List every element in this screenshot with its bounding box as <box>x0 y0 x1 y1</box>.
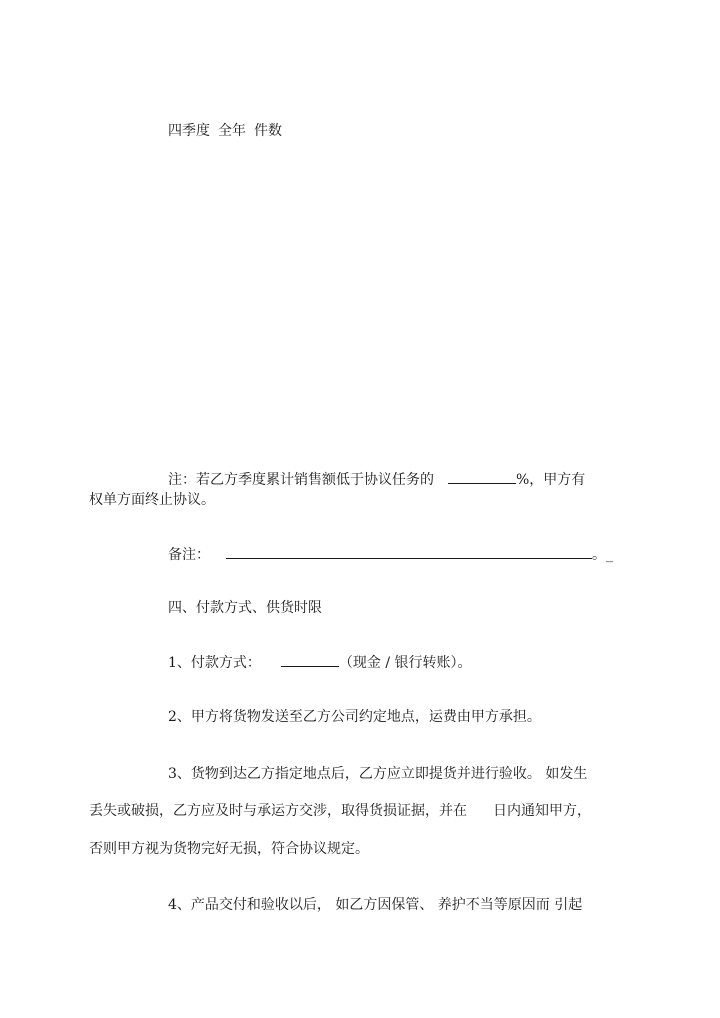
header-full-year: 全年 <box>218 123 246 139</box>
item-3-line-1 <box>168 764 587 784</box>
note-prefix: 注：若乙方季度累计销售额低于协议任务的 <box>168 472 434 488</box>
payment-method-blank <box>281 652 339 667</box>
header-quarter: 四季度 <box>168 123 210 139</box>
header-count: 件数 <box>254 123 282 139</box>
item-1-options: （现金 / 银行转账）。 <box>338 655 472 671</box>
item-1-label: 1、付款方式： <box>168 655 261 671</box>
note-percent-blank <box>448 469 516 484</box>
item-2-text: 2、甲方将货物发送至乙方公司约定地点，运费由甲方承担。 <box>168 709 541 725</box>
item-2-line <box>168 707 541 727</box>
item-3-line-3-text: 否则甲方视为货物完好无损，符合协议规定。 <box>89 841 369 857</box>
item-3-line-2a: 丢失或破损，乙方应及时与承运方交涉，取得货损证据，并在 <box>89 803 467 819</box>
section-4-title-text: 四、付款方式、供货时限 <box>168 600 322 616</box>
item-3-line-2 <box>89 801 591 821</box>
remarks-end: 。_ <box>592 547 613 563</box>
item-1-line <box>168 652 472 673</box>
remarks-blank <box>226 544 592 559</box>
note-line-1 <box>168 469 585 490</box>
note-line-2 <box>89 490 215 510</box>
table-header-row <box>168 121 282 141</box>
item-4-line-1-text: 4、产品交付和验收以后， 如乙方因保管、 养护不当等原因而 引起 <box>168 897 583 913</box>
item-3-line-2b: 日内通知甲方， <box>493 803 591 819</box>
note-line-2-text: 权单方面终止协议。 <box>89 492 215 508</box>
remarks-line <box>168 544 613 565</box>
item-3-line-3 <box>89 839 369 859</box>
remarks-label: 备注： <box>168 547 210 563</box>
item-4-line-1 <box>168 895 582 915</box>
item-3-line-1-text: 3、货物到达乙方指定地点后，乙方应立即提货并进行验收。 如发生 <box>168 766 588 782</box>
section-4-title <box>168 598 322 618</box>
note-suffix: %，甲方有 <box>516 472 586 488</box>
